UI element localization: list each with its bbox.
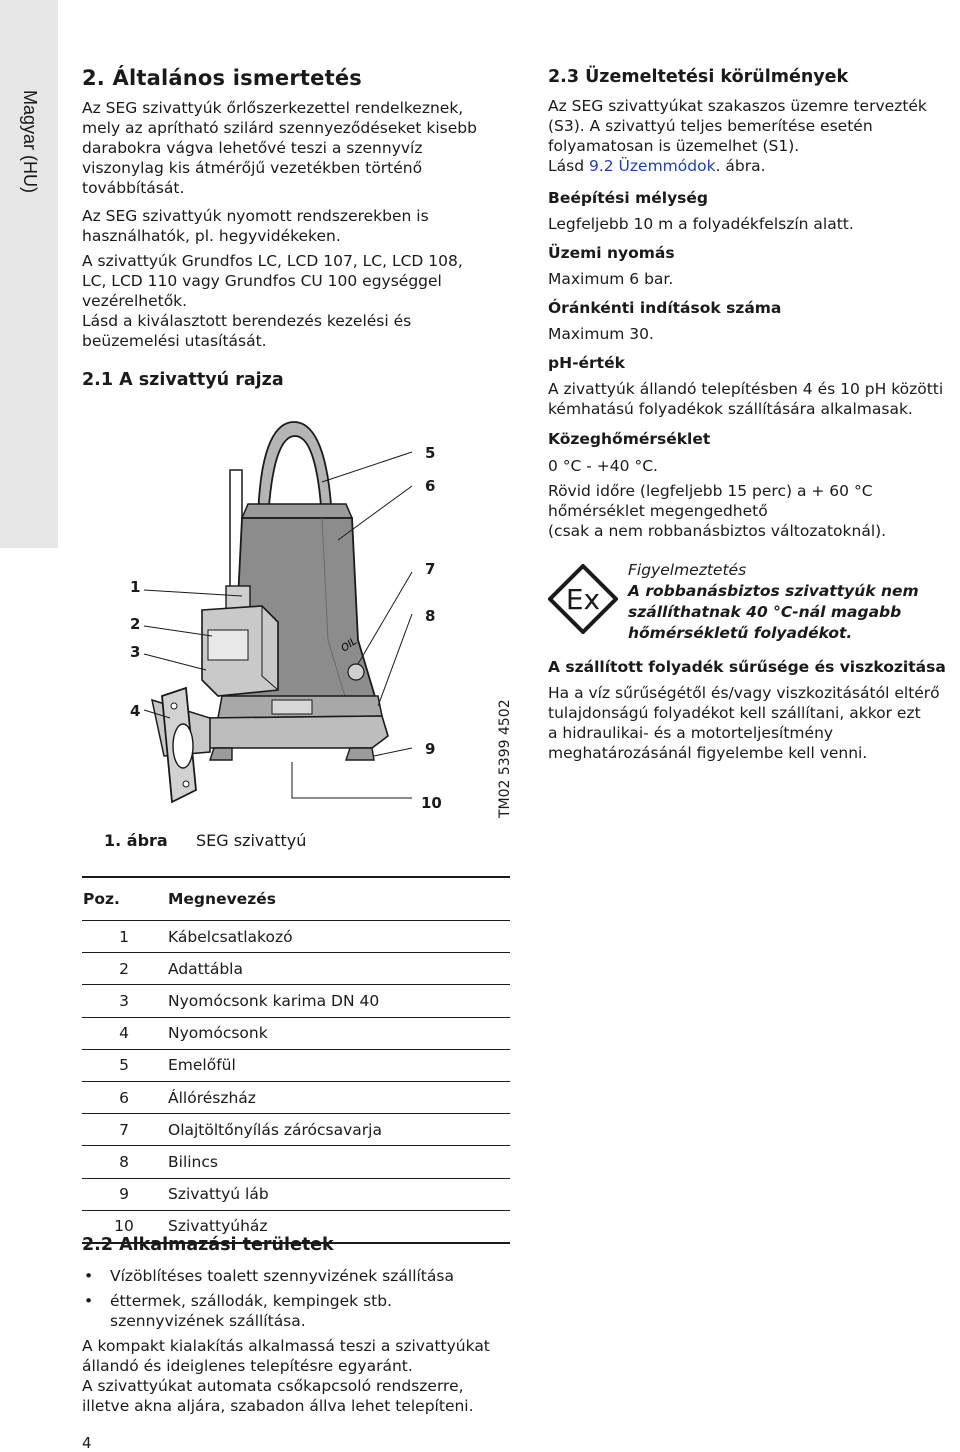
- intro-paragraph: [82, 98, 512, 198]
- reference-prefix: Lásd: [548, 157, 589, 175]
- text-line: kémhatású folyadékok szállítására alkalmasak.: [548, 400, 913, 418]
- callout-10: 10: [421, 794, 442, 812]
- text-line: Az SEG szivattyúk nyomott rendszerekben is: [82, 207, 429, 225]
- table-row: [82, 921, 510, 953]
- text-line: viszonylag kis átmérőjű vezetékben történő: [82, 159, 423, 177]
- cell-name: Szivattyúház: [166, 1210, 510, 1243]
- table-row: [82, 1081, 510, 1113]
- nameplate: [208, 630, 248, 660]
- table-row: [82, 953, 510, 985]
- text-line: meghatározásánál figyelembe kell venni.: [548, 744, 868, 762]
- callout-7: 7: [425, 560, 436, 578]
- ex-symbol-text: Ex: [565, 583, 601, 616]
- cell-name: Nyomócsonk: [166, 1017, 510, 1049]
- callout-1: 1: [130, 578, 141, 596]
- ex-warning-icon: [548, 564, 618, 634]
- cell-name: Adattábla: [166, 953, 510, 985]
- text-line: A kompakt kialakítás alkalmassá teszi a szivattyúkat: [82, 1337, 490, 1355]
- language-tab: [0, 0, 58, 548]
- warning-text-line: A robbanásbiztos szivattyúk nem: [628, 582, 919, 600]
- text-line: darabokra vágva lehetővé teszi a szennyvíz: [82, 139, 423, 157]
- list-item-text: éttermek, szállodák, kempingek stb.: [110, 1292, 392, 1310]
- starts-per-hour-heading: Óránkénti indítások száma: [548, 299, 782, 317]
- text-line: használhatók, pl. hegyvidékeken.: [82, 227, 341, 245]
- text-line: A szivattyúkat automata csőkapcsoló rendszerre,: [82, 1377, 464, 1395]
- text-line: Az SEG szivattyúkat szakaszos üzemre tervezték: [548, 97, 927, 115]
- table-row: [82, 1178, 510, 1210]
- operating-conditions-paragraph: [548, 96, 958, 176]
- operating-pressure-heading: Üzemi nyomás: [548, 244, 675, 262]
- warning-text-line: szállíthatnak 40 °C-nál magabb: [628, 603, 902, 621]
- table-header-row: [82, 877, 510, 921]
- warning-box: [628, 560, 958, 644]
- text-line: mely az aprítható szilárd szennyeződéseket kisebb: [82, 119, 477, 137]
- text-line: hőmérséklet megengedhető: [548, 502, 768, 520]
- text-line: vezérelhetők.: [82, 292, 188, 310]
- installation-paragraph: [82, 1336, 522, 1416]
- text-line: Rövid időre (legfeljebb 15 perc) a + 60 °C: [548, 482, 873, 500]
- section-2-title: 2. Általános ismertetés: [82, 66, 362, 90]
- callout-8: 8: [425, 607, 436, 625]
- text-line: folyamatosan is üzemelhet (S1).: [548, 137, 800, 155]
- text-line: LC, LCD 110 vagy Grundfos CU 100 egységgel: [82, 272, 442, 290]
- cell-name: Bilincs: [166, 1146, 510, 1178]
- cell-pos: 7: [82, 1114, 166, 1146]
- section-2-2-title: 2.2 Alkalmazási területek: [82, 1235, 334, 1255]
- callout-6: 6: [425, 477, 436, 495]
- installation-depth-heading: Beépítési mélység: [548, 189, 709, 207]
- pump-housing: [198, 716, 388, 748]
- text-line: A zivattyúk állandó telepítésben 4 és 10 pH közötti: [548, 380, 944, 398]
- callout-9: 9: [425, 740, 436, 758]
- list-item: [82, 1266, 454, 1286]
- cell-name: Állórészház: [166, 1081, 510, 1113]
- text-line: Ha a víz sűrűségétől és/vagy viszkozitásától eltérő: [548, 684, 940, 702]
- pressure-systems-paragraph: [82, 206, 512, 246]
- pump-foot: [210, 748, 232, 760]
- ph-heading: pH-érték: [548, 354, 625, 372]
- text-line: állandó és ideiglenes telepítésre egyaránt.: [82, 1357, 413, 1375]
- density-viscosity-paragraph: [548, 683, 960, 763]
- cell-pos: 8: [82, 1146, 166, 1178]
- section-2-3-title: 2.3 Üzemeltetési körülmények: [548, 67, 849, 87]
- header-pos: Poz.: [82, 877, 166, 921]
- list-item: [82, 1291, 454, 1331]
- cell-pos: 10: [82, 1210, 166, 1243]
- text-line: tulajdonságú folyadékot kell szállítani, akkor ezt: [548, 704, 921, 722]
- table-row: [82, 1146, 510, 1178]
- figure-id: TM02 5399 4502: [497, 699, 513, 818]
- list-item-text: szennyvizének szállítása.: [110, 1312, 306, 1330]
- text-line: (S3). A szivattyú teljes bemerítése esetén: [548, 117, 873, 135]
- language-tab-label: Magyar (HU): [20, 90, 40, 194]
- callout-5: 5: [425, 444, 436, 462]
- warning-title: Figyelmeztetés: [628, 561, 747, 579]
- text-line: Az SEG szivattyúk őrlőszerkezettel rendelkeznek,: [82, 99, 464, 117]
- cell-pos: 1: [82, 921, 166, 953]
- text-line: Lásd a kiválasztott berendezés kezelési és: [82, 312, 412, 330]
- liquid-temperature-text: 0 °C - +40 °C.: [548, 457, 658, 475]
- operating-pressure-text: Maximum 6 bar.: [548, 270, 674, 288]
- cell-name: Szivattyú láb: [166, 1178, 510, 1210]
- cell-pos: 2: [82, 953, 166, 985]
- cell-pos: 4: [82, 1017, 166, 1049]
- warning-text-line: hőmérsékletű folyadékot.: [628, 624, 853, 642]
- callout-3: 3: [130, 643, 141, 661]
- starts-per-hour-text: Maximum 30.: [548, 325, 654, 343]
- text-line: beüzemelési utasítását.: [82, 332, 267, 350]
- text-line: (csak a nem robbanásbiztos változatoknál).: [548, 522, 887, 540]
- cell-name: Nyomócsonk karima DN 40: [166, 985, 510, 1017]
- ph-paragraph: [548, 379, 960, 419]
- oil-plug: [348, 664, 364, 680]
- cell-pos: 9: [82, 1178, 166, 1210]
- figure-caption-number: 1. ábra: [104, 831, 168, 850]
- applications-list: [82, 1266, 454, 1336]
- table-row: [82, 1017, 510, 1049]
- callout-4: 4: [130, 702, 141, 720]
- density-viscosity-heading: A szállított folyadék sűrűsége és viszkozitása: [548, 658, 946, 676]
- table-row: [82, 985, 510, 1017]
- table-row: [82, 1049, 510, 1081]
- page-number: 4: [82, 1434, 92, 1452]
- controllers-paragraph: [82, 251, 512, 351]
- cell-name: Emelőfül: [166, 1049, 510, 1081]
- cell-name: Olajtöltőnyílás zárócsavarja: [166, 1114, 510, 1146]
- cell-name: Kábelcsatlakozó: [166, 921, 510, 953]
- operating-modes-link[interactable]: 9.2 Üzemmódok: [588, 157, 716, 175]
- oil-label: OIL: [339, 636, 360, 655]
- cell-pos: 5: [82, 1049, 166, 1081]
- text-line: továbbítását.: [82, 179, 185, 197]
- reference-line: [548, 156, 958, 176]
- header-name: Megnevezés: [166, 877, 510, 921]
- parts-table: [82, 876, 510, 1244]
- cell-pos: 3: [82, 985, 166, 1017]
- callout-2: 2: [130, 615, 141, 633]
- list-item-text: Vízöblítéses toalett szennyvizének szállítása: [110, 1267, 454, 1285]
- installation-depth-text: Legfeljebb 10 m a folyadékfelszín alatt.: [548, 215, 854, 233]
- pump-drawing: [82, 400, 502, 830]
- reference-suffix: . ábra.: [715, 157, 766, 175]
- figure-caption-text: SEG szivattyú: [196, 831, 307, 850]
- table-row: [82, 1114, 510, 1146]
- liquid-temperature-heading: Közeghőmérséklet: [548, 430, 711, 448]
- short-term-temperature-paragraph: [548, 481, 958, 541]
- text-line: illetve akna aljára, szabadon állva lehet telepíteni.: [82, 1397, 474, 1415]
- text-line: a hidraulikai- és a motorteljesítmény: [548, 724, 834, 742]
- text-line: A szivattyúk Grundfos LC, LCD 107, LC, LCD 108,: [82, 252, 463, 270]
- cell-pos: 6: [82, 1081, 166, 1113]
- section-2-1-title: 2.1 A szivattyú rajza: [82, 370, 284, 390]
